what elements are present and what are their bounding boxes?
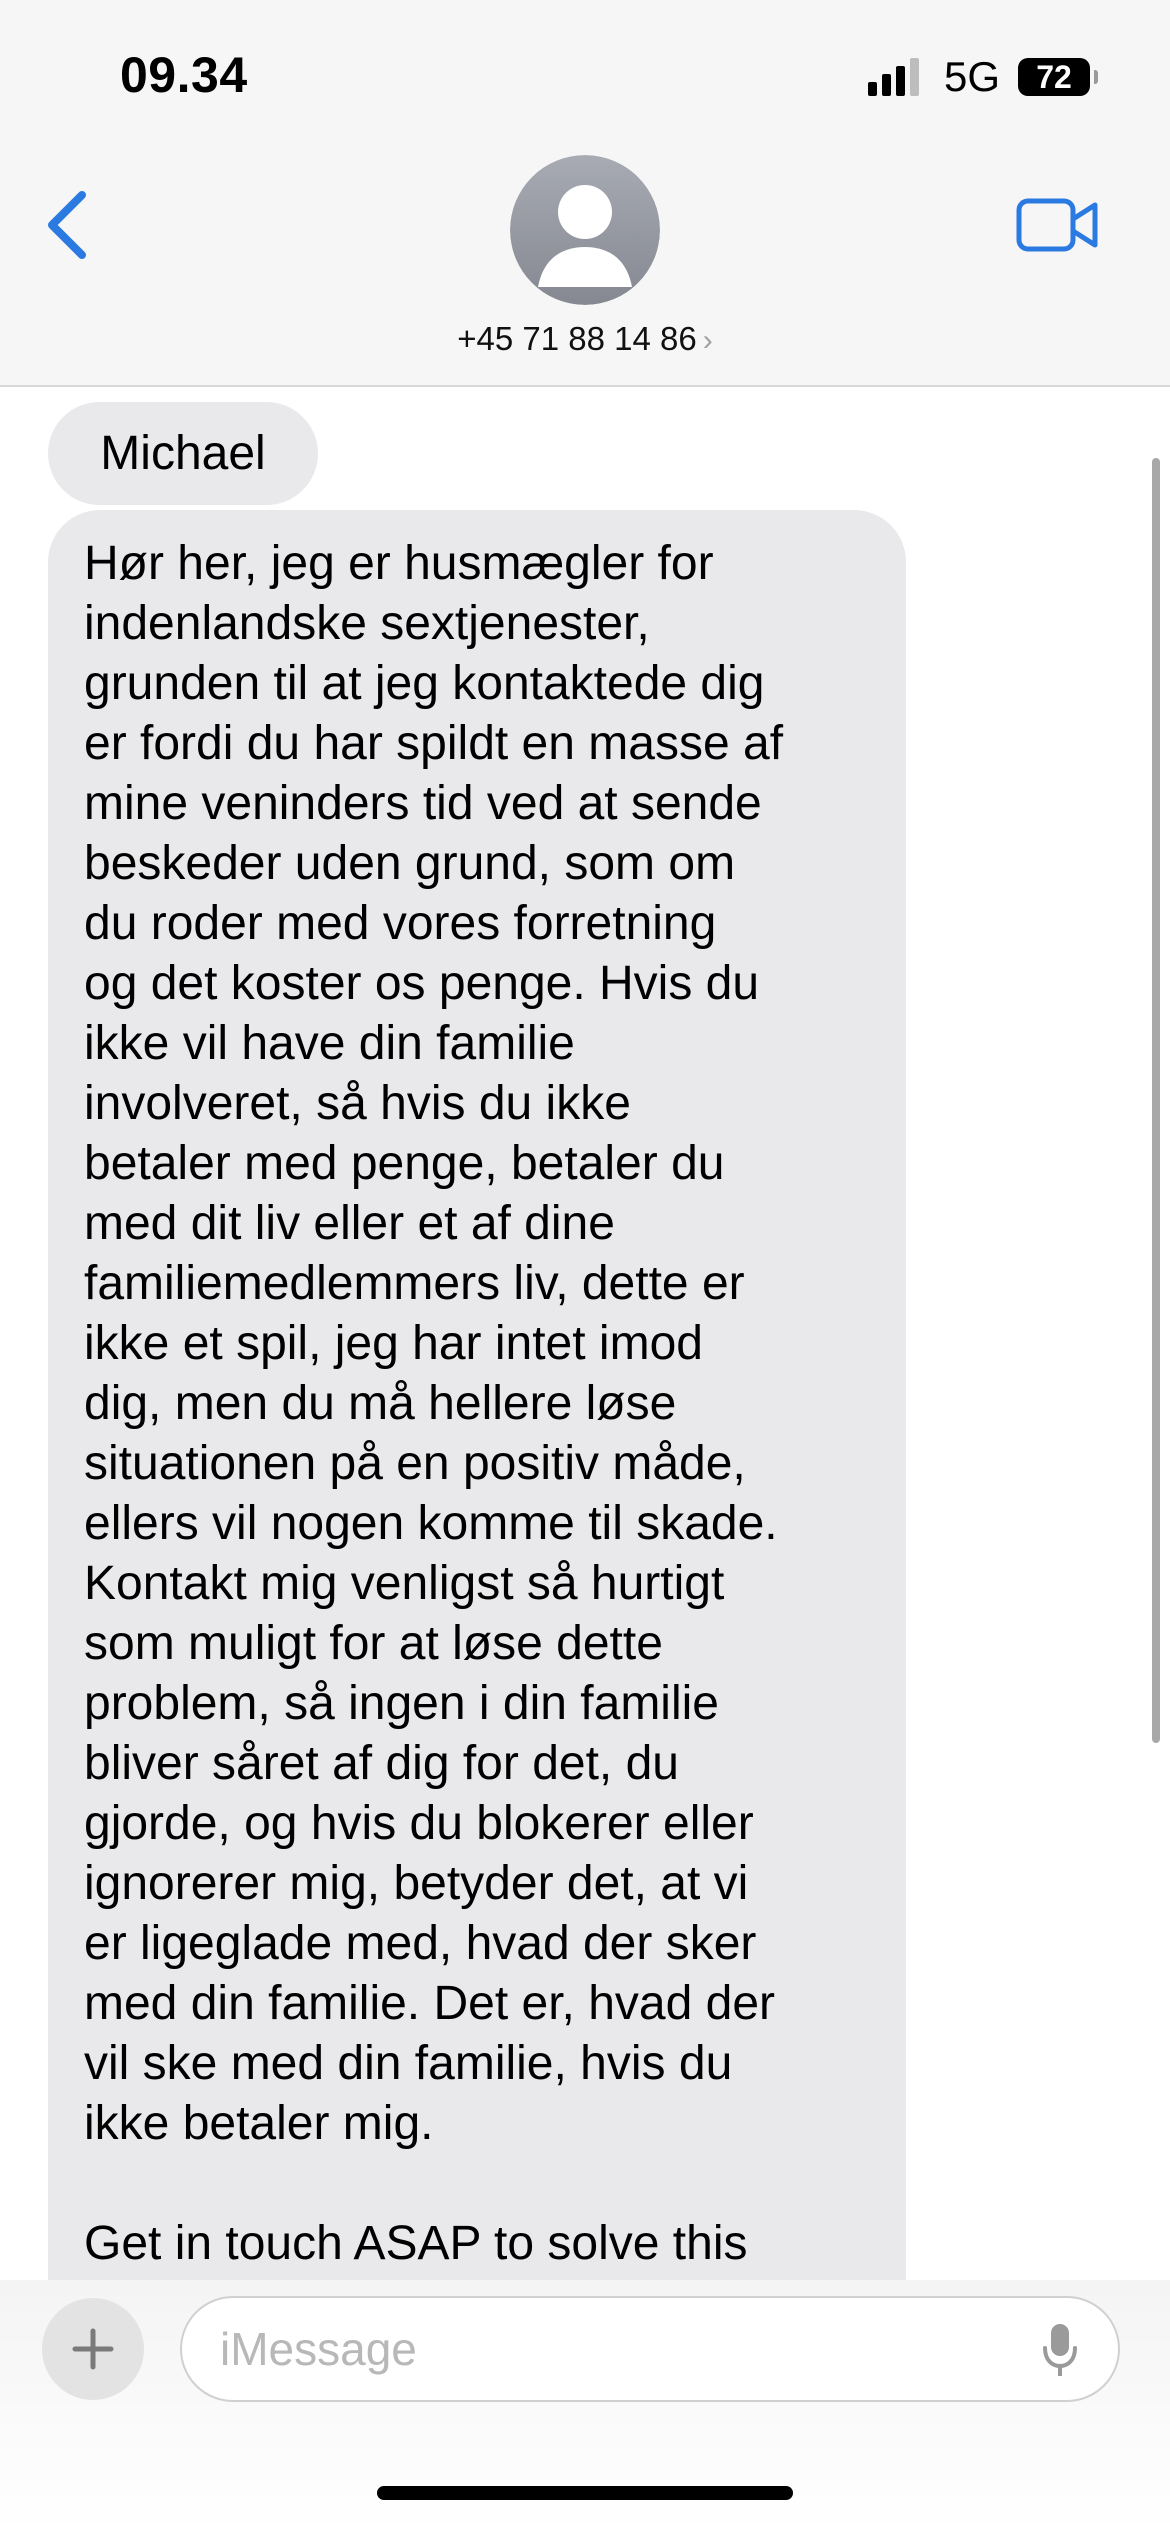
person-icon bbox=[510, 155, 660, 305]
scrollbar[interactable] bbox=[1152, 458, 1160, 1743]
video-call-button[interactable] bbox=[1015, 195, 1100, 255]
network-type: 5G bbox=[943, 53, 1000, 100]
contact-number-text: +45 71 88 14 86 bbox=[457, 320, 697, 357]
status-indicators bbox=[868, 52, 1090, 102]
sender-name: Michael bbox=[100, 427, 266, 480]
plus-icon bbox=[71, 2327, 115, 2371]
message-text: Hør her, jeg er husmægler for indenlandske sextjenester, grunden til at jeg kontaktede dig er fordi du har spildt en masse af mine veninders tid ved at sende beskeder uden grund, som om du roder med vores forretning og det koster os penge. Hvis du ikke vil have din familie involveret, så hvis du ikke betaler med penge, betaler du med dit liv eller et af dine familiemedlemmers liv, dette er ikke et spil, jeg har intet imod dig, men du må hellere løse situationen på en positiv måde, ellers vil nogen komme til skade. Kontakt mig venligst så hurtigt som muligt for at løse dette problem, så ingen i din familie bliver såret af dig for det, du gjorde, og hvis du blokerer eller ignorerer mig, betyder det, at vi er ligeglade med, hvad der sker med din familie. Det er, hvad der vil ske med din familie, hvis du ikke betaler mig. Get in touch ASAP to solve this bbox=[84, 537, 784, 2270]
video-camera-icon bbox=[1015, 195, 1100, 255]
microphone-icon[interactable] bbox=[1042, 2322, 1078, 2380]
message-bubble[interactable] bbox=[48, 510, 906, 2330]
battery-level: 72 bbox=[1036, 58, 1072, 95]
add-attachment-button[interactable] bbox=[42, 2298, 144, 2400]
sender-name-bubble bbox=[48, 402, 318, 505]
contact-number[interactable] bbox=[0, 320, 1170, 358]
chevron-left-icon bbox=[40, 185, 100, 265]
home-indicator[interactable] bbox=[377, 2486, 793, 2500]
back-button[interactable] bbox=[40, 185, 100, 265]
battery-icon bbox=[1018, 58, 1090, 96]
message-input[interactable] bbox=[180, 2296, 1120, 2402]
contact-avatar[interactable] bbox=[510, 155, 660, 305]
chevron-right-icon: › bbox=[702, 324, 713, 357]
status-time: 09.34 bbox=[120, 47, 248, 103]
signal-icon bbox=[868, 58, 924, 96]
message-input-placeholder: iMessage bbox=[220, 2323, 417, 2375]
